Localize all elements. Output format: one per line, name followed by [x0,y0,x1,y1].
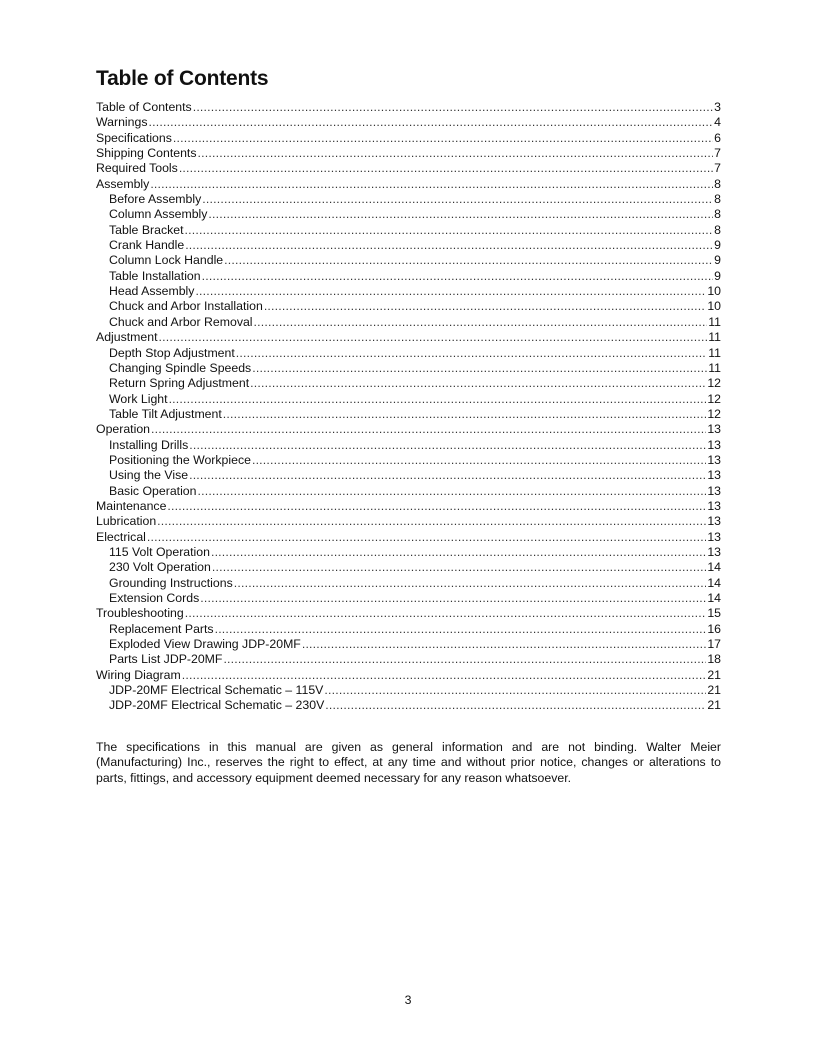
dot-leader [223,652,706,667]
toc-entry-page-number: 13 [707,437,721,452]
dot-leader [198,146,714,161]
toc-entry-label: Changing Spindle Speeds [109,360,252,375]
toc-entry-page-number: 17 [707,637,721,652]
toc-entry-label: Head Assembly [109,284,195,299]
toc-entry-page-number: 15 [707,606,721,621]
dot-leader [200,591,706,606]
dot-leader [169,392,707,407]
toc-entry[interactable] [96,161,721,176]
toc-entry[interactable] [96,514,721,529]
dot-leader [325,698,706,713]
toc-entry[interactable] [96,468,721,483]
toc-entry-label: Depth Stop Adjustment [109,345,235,360]
toc-entry[interactable] [96,146,721,161]
dot-leader [189,438,706,453]
toc-entry-page-number: 8 [714,207,721,222]
toc-entry[interactable] [96,346,721,361]
toc-entry-page-number: 11 [708,330,721,345]
toc-entry-page-number: 8 [714,192,721,207]
toc-entry-label: Using the Vise [109,468,189,483]
toc-entry-label: Positioning the Workpiece [109,452,251,467]
toc-entry-label: Warnings [96,115,148,130]
toc-entry-label: 230 Volt Operation [109,560,211,575]
toc-entry-page-number: 13 [707,529,721,544]
toc-entry-page-number: 21 [707,667,721,682]
toc-entry-label: Wiring Diagram [96,667,181,682]
toc-entry-page-number: 16 [707,621,721,636]
toc-entry-label: Crank Handle [109,238,185,253]
toc-entry[interactable] [96,253,721,268]
toc-entry-label: Specifications [96,130,172,145]
toc-entry-label: Replacement Parts [109,621,214,636]
toc-entry-page-number: 7 [714,161,721,176]
dot-leader [159,330,708,345]
toc-entry[interactable] [96,361,721,376]
toc-entry-page-number: 6 [714,130,721,145]
toc-entry[interactable] [96,606,721,621]
toc-entry[interactable] [96,315,721,330]
dot-leader [185,223,714,238]
dot-leader [252,361,707,376]
toc-entry[interactable] [96,115,721,130]
dot-leader [211,545,706,560]
toc-entry-page-number: 11 [708,345,721,360]
toc-entry-page-number: 14 [707,591,721,605]
toc-entry[interactable] [96,622,721,637]
page-number: 3 [404,993,412,1007]
dot-leader [185,606,707,621]
toc-entry-page-number: 9 [714,268,721,283]
toc-entry-label: Table Installation [109,268,201,283]
toc-entry[interactable] [96,407,721,422]
toc-entry-page-number: 9 [714,253,721,268]
toc-entry[interactable] [96,683,721,698]
toc-entry[interactable] [96,591,721,606]
toc-entry[interactable] [96,207,721,222]
dot-leader [324,683,706,698]
toc-entry-page-number: 12 [707,406,721,421]
dot-leader [157,514,706,529]
toc-entry-label: Installing Drills [109,437,189,452]
toc-entry[interactable] [96,376,721,391]
toc-entry-page-number: 8 [714,222,721,237]
toc-entry-label: Parts List JDP-20MF [109,652,223,667]
toc-entry[interactable] [96,453,721,468]
toc-entry-page-number: 13 [707,468,721,483]
toc-entry-label: Chuck and Arbor Removal [109,314,253,329]
toc-entry[interactable] [96,438,721,453]
dot-leader [236,346,707,361]
toc-entry-label: Assembly [96,176,150,191]
toc-entry[interactable] [96,131,721,146]
dot-leader [167,499,706,514]
toc-entry[interactable] [96,223,721,238]
toc-entry-page-number: 13 [707,452,721,467]
dot-leader [147,530,706,545]
toc-entry-label: Lubrication [96,514,157,529]
toc-entry-label: Extension Cords [109,591,200,605]
dot-leader [173,131,713,146]
toc-entry[interactable] [96,238,721,253]
disclaimer-paragraph: The specifications in this manual are given as general information and are not binding. Walter Meier (Manufacturing) Inc., reserves the right to effect, at any time and without prior notice, changes or alterations to parts, fittings, and accessory equipment deemed necessary for any reason whatsoever. [96,740,721,785]
dot-leader [224,253,713,268]
toc-entry[interactable] [96,392,721,407]
toc-entry-label: Required Tools [96,161,178,176]
dot-leader [150,177,713,192]
toc-entry[interactable] [96,192,721,207]
page-title: Table of Contents [96,67,269,90]
toc-entry[interactable] [96,637,721,652]
dot-leader [182,668,707,683]
toc-entry-label: Exploded View Drawing JDP-20MF [109,637,301,652]
toc-entry-label: 115 Volt Operation [109,544,210,559]
dot-leader [215,622,707,637]
dot-leader [250,376,706,391]
dot-leader [193,100,713,115]
toc-entry-page-number: 18 [707,652,721,667]
toc-entry-label: Adjustment [96,330,158,345]
toc-entry[interactable] [96,284,721,299]
dot-leader [208,207,713,222]
toc-entry-page-number: 21 [707,683,721,698]
dot-leader [202,192,713,207]
toc-entry-label: Column Assembly [109,207,208,222]
toc-entry[interactable] [96,652,721,667]
toc-entry-page-number: 3 [714,100,721,114]
toc-entry[interactable] [96,299,721,314]
toc-entry-page-number: 7 [714,146,721,161]
toc-entry-label: Shipping Contents [96,146,197,161]
toc-entry-page-number: 13 [707,483,721,498]
toc-entry-page-number: 11 [708,314,721,329]
dot-leader [202,269,714,284]
toc-entry-label: Table of Contents [96,100,192,114]
toc-entry-page-number: 11 [708,360,721,375]
toc-entry-label: Return Spring Adjustment [109,376,250,391]
toc-entry[interactable] [96,545,721,560]
toc-entry-label: Chuck and Arbor Installation [109,299,263,314]
toc-entry-page-number: 12 [707,391,721,406]
dot-leader [189,468,706,483]
toc-entry[interactable] [96,100,721,115]
toc-entry[interactable] [96,530,721,545]
toc-entry-page-number: 10 [707,299,721,314]
dot-leader [195,284,706,299]
toc-entry[interactable] [96,698,721,713]
toc-entry-page-number: 14 [707,560,721,575]
toc-entry-label: Troubleshooting [96,606,184,621]
toc-entry[interactable] [96,177,721,192]
toc-entry-label: Basic Operation [109,483,197,498]
toc-entry-page-number: 12 [707,376,721,391]
table-of-contents [96,100,721,714]
toc-entry[interactable] [96,576,721,591]
toc-entry-label: JDP-20MF Electrical Schematic – 115V [109,683,324,698]
toc-entry[interactable] [96,560,721,575]
toc-entry-page-number: 14 [707,575,721,590]
dot-leader [148,115,713,130]
toc-entry-label: Table Tilt Adjustment [109,406,222,421]
toc-entry-label: Column Lock Handle [109,253,224,268]
toc-entry[interactable] [96,484,721,499]
toc-entry[interactable] [96,330,721,345]
toc-entry-page-number: 9 [714,238,721,253]
dot-leader [185,238,713,253]
toc-entry[interactable] [96,668,721,683]
dot-leader [252,453,706,468]
toc-entry-label: Table Bracket [109,222,184,237]
dot-leader [151,422,706,437]
dot-leader [254,315,708,330]
dot-leader [212,560,706,575]
toc-entry-label: Operation [96,422,151,437]
toc-entry-page-number: 8 [714,176,721,191]
toc-entry-page-number: 4 [714,115,721,130]
dot-leader [302,637,706,652]
toc-entry-page-number: 10 [707,284,721,299]
toc-entry[interactable] [96,499,721,514]
dot-leader [223,407,707,422]
toc-entry-label: Grounding Instructions [109,575,233,590]
toc-entry[interactable] [96,422,721,437]
toc-entry-label: JDP-20MF Electrical Schematic – 230V [109,698,325,713]
toc-entry-label: Electrical [96,529,146,544]
toc-entry-page-number: 13 [707,544,721,559]
toc-entry-label: Maintenance [96,498,167,513]
toc-entry-page-number: 13 [707,514,721,529]
toc-entry-page-number: 13 [707,422,721,437]
toc-entry-label: Before Assembly [109,192,202,207]
toc-entry-label: Work Light [109,391,168,406]
dot-leader [264,299,707,314]
dot-leader [198,484,707,499]
dot-leader [234,576,707,591]
dot-leader [179,161,713,176]
toc-entry-page-number: 13 [707,498,721,513]
toc-entry[interactable] [96,269,721,284]
toc-entry-page-number: 21 [707,698,721,713]
